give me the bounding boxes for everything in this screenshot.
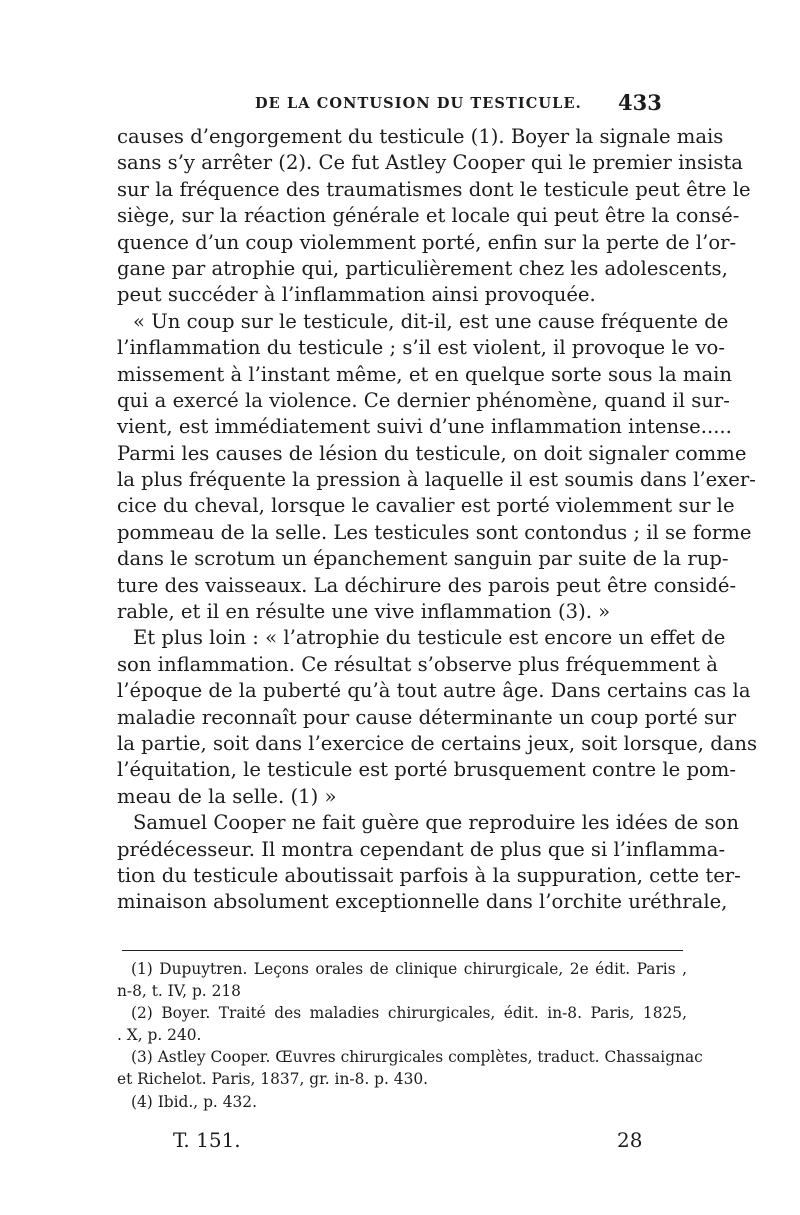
footnotes: [117, 958, 703, 1113]
footnote-line: et Richelot. Paris, 1837, gr. in-8. p. 430.: [117, 1070, 429, 1089]
text-line: cice du cheval, lorsque le cavalier est porté violemment sur le: [117, 494, 735, 518]
footnote-line: (3) Astley Cooper. Œuvres chirurgicales complètes, traduct. Chassaignac: [131, 1048, 703, 1067]
text-line: sur la fréquence des traumatismes dont le testicule peut être le: [117, 177, 751, 201]
text-line: peut succéder à l’inflammation ainsi provoquée.: [117, 283, 596, 307]
text-line: maladie reconnaît pour cause déterminante un coup porté sur: [117, 705, 737, 729]
text-line: la plus fréquente la pression à laquelle il est soumis dans l’exer-: [117, 468, 756, 492]
text-line: dans le scrotum un épanchement sanguin par suite de la rup-: [117, 547, 729, 571]
text-line: l’époque de la puberté qu’à tout autre âge. Dans certains cas la: [117, 679, 751, 703]
text-line: tion du testicule aboutissait parfois à la suppuration, cette ter-: [117, 863, 741, 887]
sheet-number: 28: [617, 1128, 643, 1152]
text-line: missement à l’instant même, et en quelque sorte sous la main: [117, 362, 733, 386]
text-line: sans s’y arrêter (2). Ce fut Astley Cooper qui le premier insista: [117, 151, 743, 175]
text-line: « Un coup sur le testicule, dit-il, est une cause fréquente de: [133, 309, 729, 333]
text-line: qui a exercé la violence. Ce dernier phénomène, quand il sur-: [117, 388, 730, 412]
text-line: Et plus loin : « l’atrophie du testicule est encore un effet de: [133, 626, 726, 650]
text-line: l’équitation, le testicule est porté brusquement contre le pom-: [117, 758, 737, 782]
text-line: la partie, soit dans l’exercice de certains jeux, soit lorsque, dans: [117, 731, 758, 755]
footnote-line: (1) Dupuytren. Leçons orales de clinique chirurgicale, 2e édit. Paris ,: [131, 960, 687, 978]
body-text: [117, 124, 758, 916]
text-line: l’inflammation du testicule ; s’il est violent, il provoque le vo-: [117, 336, 725, 360]
text-line: Parmi les causes de lésion du testicule, on doit signaler comme: [117, 441, 747, 465]
footnote-line: (2) Boyer. Traité des maladies chirurgicales, édit. in-8. Paris, 1825,: [131, 1004, 687, 1023]
text-line: pommeau de la selle. Les testicules sont contondus ; il se forme: [117, 520, 752, 544]
text-line: prédécesseur. Il montra cependant de plus que si l’inflamma-: [117, 837, 726, 861]
text-line: causes d’engorgement du testicule (1). Boyer la signale mais: [117, 125, 724, 148]
text-line: minaison absolument exceptionnelle dans l’orchite uréthrale,: [117, 890, 728, 914]
page-number: 433: [618, 90, 662, 115]
footnote-line: (4) Ibid., p. 432.: [131, 1092, 257, 1111]
signature-mark: T. 151.: [173, 1128, 241, 1152]
running-title: DE LA CONTUSION DU TESTICULE.: [255, 95, 582, 112]
footnote-line: n-8, t. IV, p. 218: [117, 982, 241, 1001]
text-line: quence d’un coup violemment porté, enfin sur la perte de l’or-: [117, 230, 737, 254]
text-line: son inflammation. Ce résultat s’observe plus fréquemment à: [117, 652, 718, 676]
footnote-line: . X, p. 240.: [117, 1026, 202, 1045]
text-line: ture des vaisseaux. La déchirure des parois peut être considé-: [117, 573, 737, 597]
text-line: Samuel Cooper ne fait guère que reproduire les idées de son: [133, 811, 739, 835]
text-line: rable, et il en résulte une vive inflammation (3). »: [117, 600, 611, 624]
text-line: vient, est immédiatement suivi d’une inflammation intense.....: [117, 415, 732, 439]
text-line: gane par atrophie qui, particulièrement chez les adolescents,: [117, 256, 728, 280]
footnote-divider: [122, 950, 683, 951]
text-line: meau de la selle. (1) »: [117, 784, 337, 808]
text-line: siège, sur la réaction générale et locale qui peut être la consé-: [117, 204, 740, 228]
